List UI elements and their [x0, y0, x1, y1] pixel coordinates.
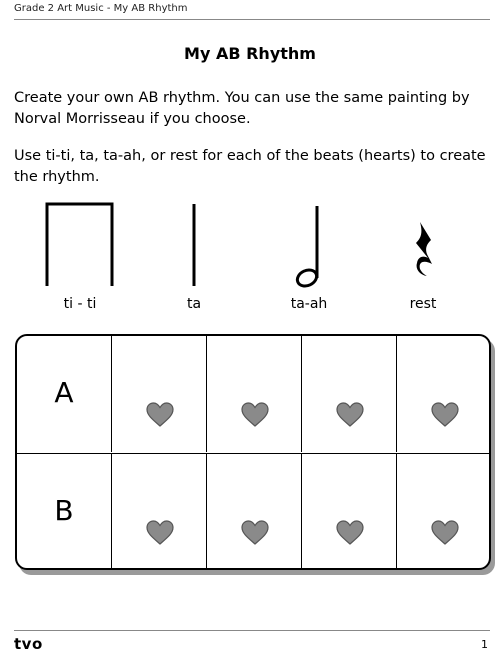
row-label-cell	[17, 454, 111, 570]
quarter-note-icon	[188, 198, 200, 290]
beat-cell[interactable]	[111, 454, 206, 570]
quarter-rest-icon	[408, 198, 438, 290]
beat-cell[interactable]	[301, 454, 396, 570]
rhythm-row-b	[17, 453, 489, 570]
page-title: My AB Rhythm	[184, 44, 316, 63]
beat-cell[interactable]	[396, 336, 491, 452]
heart-icon	[336, 520, 364, 546]
beat-cell[interactable]	[396, 454, 491, 570]
heart-icon	[241, 402, 269, 428]
heart-icon	[431, 520, 459, 546]
note-label-ta-ah: ta-ah	[290, 296, 328, 312]
beat-cell[interactable]	[301, 336, 396, 452]
row-label-a: A	[54, 376, 74, 409]
note-label-ti-ti: ti - ti	[63, 296, 97, 312]
beat-cell[interactable]	[111, 336, 206, 452]
heart-icon	[146, 402, 174, 428]
heart-icon	[146, 520, 174, 546]
header-divider	[14, 19, 490, 20]
page-number: 1	[481, 638, 488, 651]
heart-icon	[241, 520, 269, 546]
note-label-ta: ta	[186, 296, 202, 312]
beamed-eighth-notes-icon	[44, 198, 116, 290]
rhythm-grid	[15, 334, 491, 570]
instruction-paragraph-1: Create your own AB rhythm. You can use the same painting by Norval Morrisseau if you choose.	[14, 90, 470, 127]
beat-cell[interactable]	[206, 454, 301, 570]
row-label-cell	[17, 336, 111, 452]
heart-icon	[431, 402, 459, 428]
beat-cell[interactable]	[206, 336, 301, 452]
half-note-icon	[294, 198, 324, 292]
heart-icon	[336, 402, 364, 428]
rhythm-row-a	[17, 336, 489, 452]
instruction-paragraph-2: Use ti-ti, ta, ta-ah, or rest for each of the beats (hearts) to create the rhythm.	[14, 148, 486, 185]
row-label-b: B	[54, 494, 74, 527]
note-label-rest: rest	[409, 296, 437, 312]
footer-divider	[14, 630, 490, 631]
breadcrumb: Grade 2 Art Music - My AB Rhythm	[14, 3, 188, 14]
tvo-logo: tvo	[14, 635, 43, 653]
